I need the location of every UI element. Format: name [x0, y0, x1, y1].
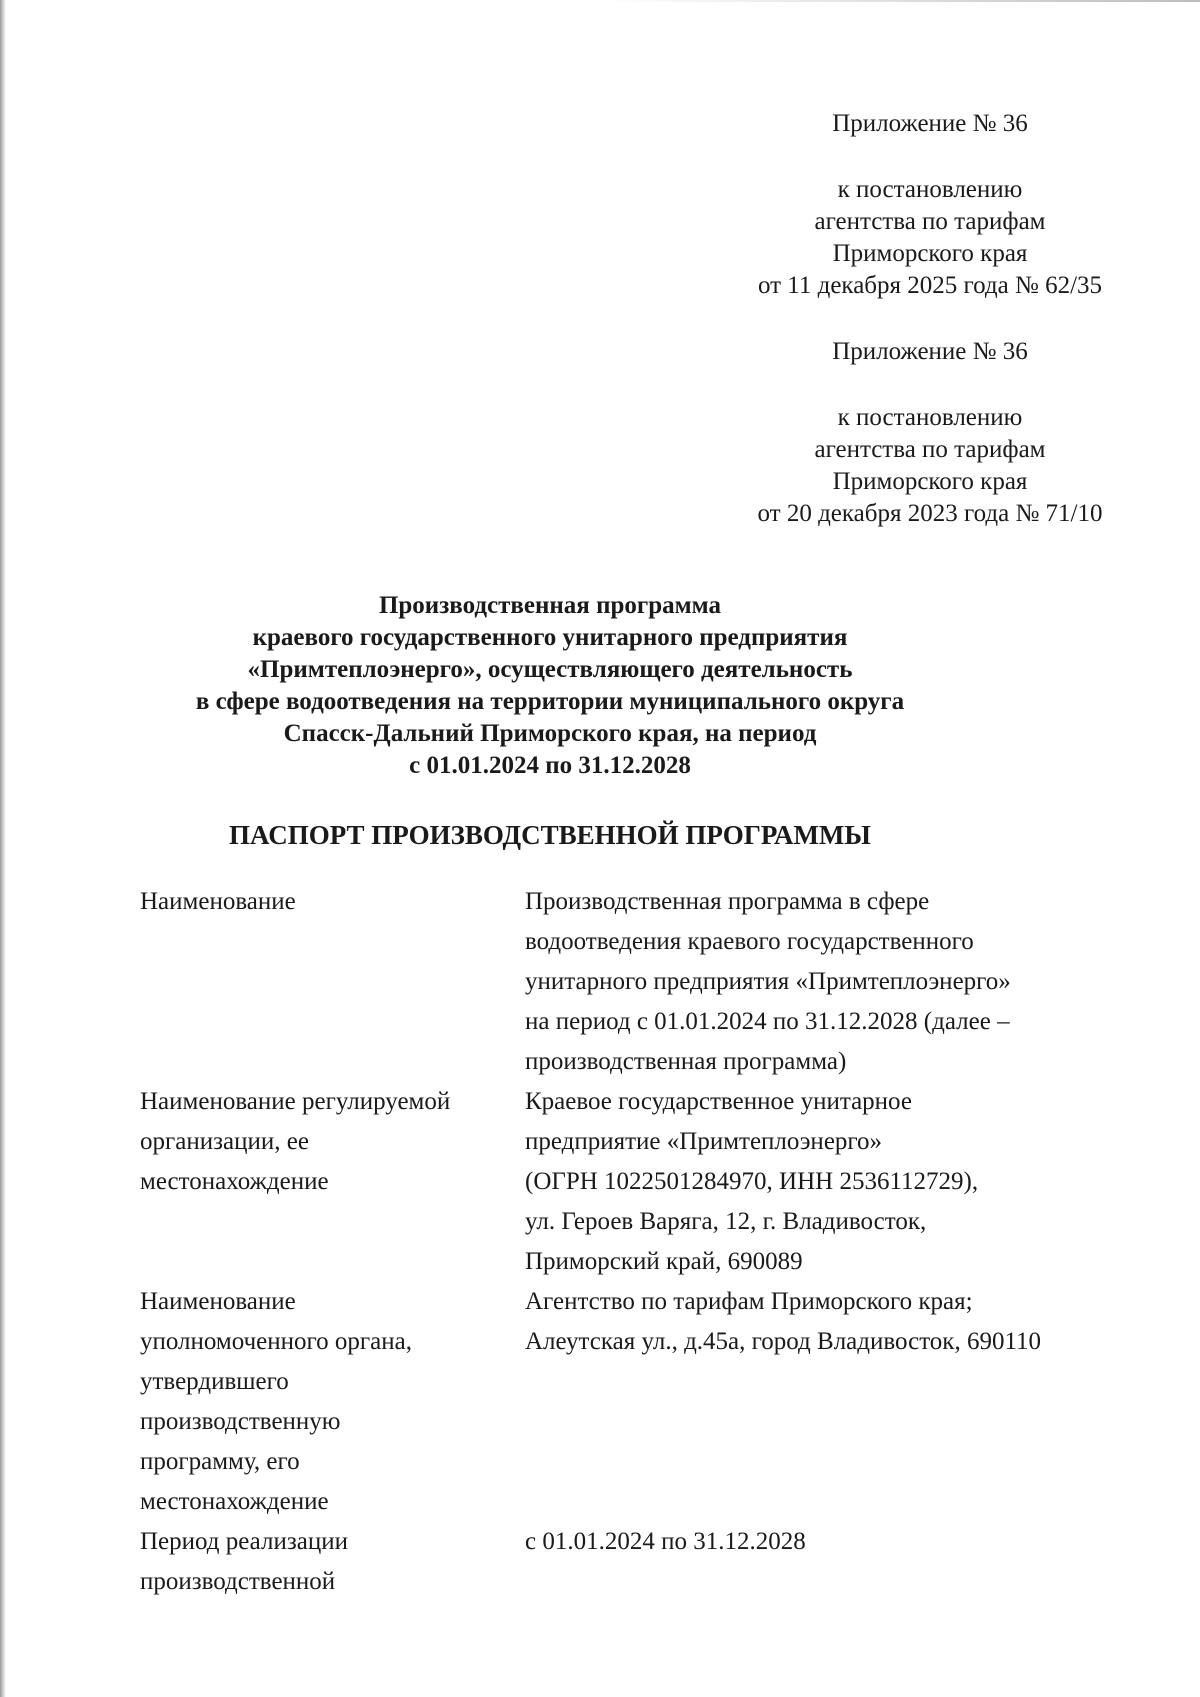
- label-line: уполномоченного органа,: [140, 1328, 412, 1355]
- scan-edge-top: [600, 0, 1200, 2]
- appendix-line: Приморского края: [832, 240, 1028, 267]
- label-line: Наименование: [140, 888, 296, 915]
- passport-row-period: [140, 1522, 1140, 1602]
- passport-label: [140, 882, 525, 1082]
- passport-value: [525, 882, 1125, 1082]
- value-line: Агентство по тарифам Приморского края;: [525, 1288, 973, 1315]
- appendix-line: агентства по тарифам: [814, 436, 1046, 463]
- passport-value: [525, 1522, 1125, 1602]
- appendix-line: Приморского края: [832, 468, 1028, 495]
- passport-row-organization: [140, 1082, 1140, 1282]
- passport-row-name: [140, 882, 1140, 1082]
- label-line: программу, его: [140, 1448, 300, 1475]
- appendix-title: Приложение № 36: [832, 338, 1028, 365]
- appendix-date-line: от 11 декабря 2025 года № 62/35: [757, 272, 1103, 299]
- program-title-line: «Примтеплоэнерго», осуществляющего деятельность: [247, 656, 853, 683]
- value-line: водоотведения краевого государственного: [525, 928, 974, 955]
- label-line: производственной: [140, 1568, 336, 1595]
- value-line: (ОГРН 1022501284970, ИНН 2536112729),: [525, 1168, 979, 1195]
- program-title-line: в сфере водоотведения на территории муниципального округа: [195, 688, 905, 715]
- program-title-line: краевого государственного унитарного предприятия: [252, 624, 848, 651]
- value-line: с 01.01.2024 по 31.12.2028: [525, 1528, 806, 1555]
- label-line: производственную: [140, 1408, 341, 1435]
- label-line: утвердившего: [140, 1368, 289, 1395]
- program-title-line: Спасск-Дальний Приморского края, на период: [283, 720, 817, 747]
- passport-label: [140, 1282, 525, 1522]
- appendix-date-line: от 20 декабря 2023 года № 71/10: [757, 500, 1103, 527]
- passport-value: [525, 1282, 1125, 1522]
- passport-row-authority: [140, 1282, 1140, 1522]
- label-line: местонахождение: [140, 1168, 329, 1195]
- value-line: Алеутская ул., д.45а, город Владивосток, 690110: [525, 1328, 1042, 1355]
- passport-label: [140, 1522, 525, 1602]
- appendix-title: Приложение № 36: [832, 110, 1028, 137]
- program-title-line: с 01.01.2024 по 31.12.2028: [409, 752, 691, 779]
- appendix-current-block: [700, 108, 1160, 302]
- appendix-line: к постановлению: [837, 176, 1023, 203]
- value-line: Приморский край, 690089: [525, 1248, 803, 1275]
- passport-table: [140, 882, 1140, 1602]
- passport-heading: ПАСПОРТ ПРОИЗВОДСТВЕННОЙ ПРОГРАММЫ: [229, 820, 871, 850]
- value-line: производственная программа): [525, 1048, 847, 1075]
- appendix-original-block: [700, 336, 1160, 530]
- value-line: Производственная программа в сфере: [525, 888, 930, 915]
- value-line: ул. Героев Варяга, 12, г. Владивосток,: [525, 1208, 927, 1235]
- program-title: [150, 590, 950, 782]
- appendix-line: к постановлению: [837, 404, 1023, 431]
- passport-label: [140, 1082, 525, 1282]
- value-line: унитарного предприятия «Примтеплоэнерго»: [525, 968, 1011, 995]
- value-line: на период с 01.01.2024 по 31.12.2028 (далее –: [525, 1008, 1010, 1035]
- label-line: организации, ее: [140, 1128, 309, 1155]
- passport-value: [525, 1082, 1125, 1282]
- value-line: предприятие «Примтеплоэнерго»: [525, 1128, 883, 1155]
- label-line: Период реализации: [140, 1528, 348, 1555]
- label-line: Наименование: [140, 1288, 296, 1315]
- value-line: Краевое государственное унитарное: [525, 1088, 912, 1115]
- appendix-line: агентства по тарифам: [814, 208, 1046, 235]
- program-title-line: Производственная программа: [378, 592, 722, 619]
- label-line: Наименование регулируемой: [140, 1088, 451, 1115]
- scan-edge-left: [0, 0, 6, 1697]
- label-line: местонахождение: [140, 1488, 329, 1515]
